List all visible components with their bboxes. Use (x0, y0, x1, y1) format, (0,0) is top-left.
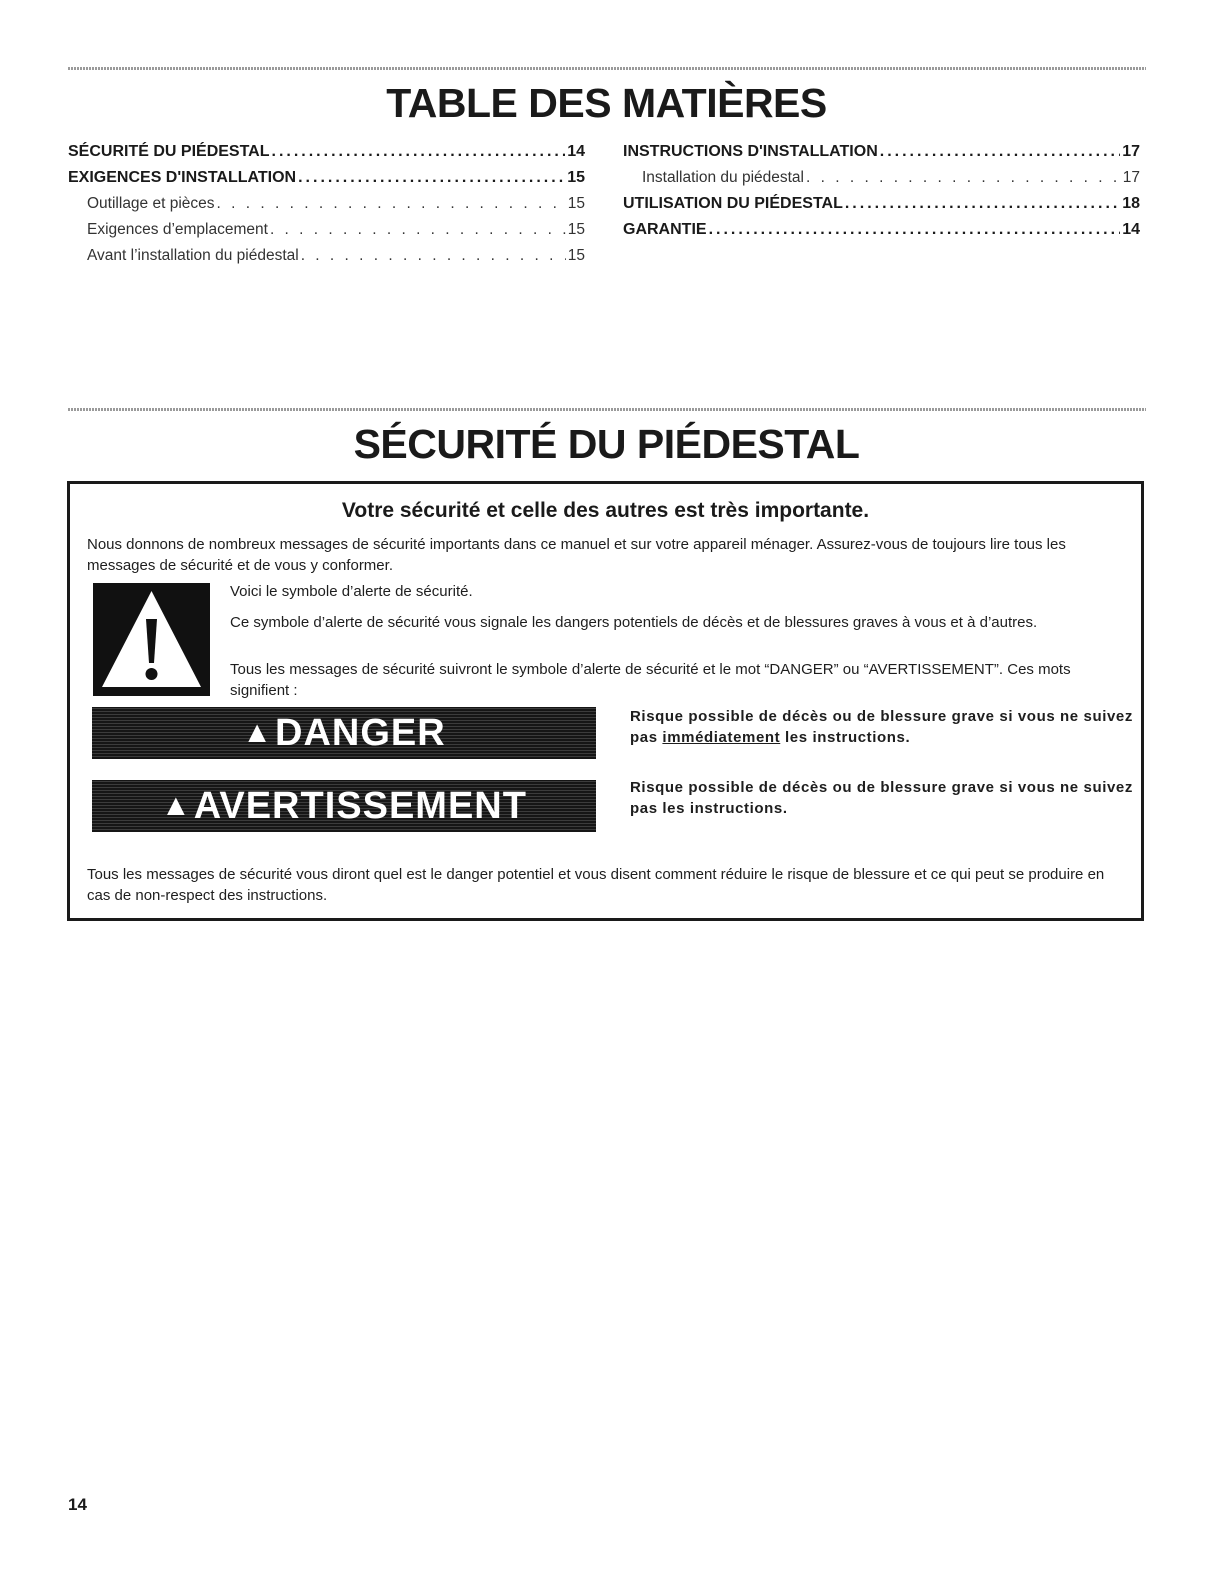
toc-title: TABLE DES MATIÈRES (386, 80, 827, 126)
toc-entry-label: INSTRUCTIONS D'INSTALLATION (623, 143, 878, 160)
safety-outro-text: Tous les messages de sécurité vous diront quel est le danger potentiel et vous disent comment réduire le risque de blessure et ce qui peut se produire en cas de non-respect des instructions. (87, 866, 1105, 904)
safety-section-title: SÉCURITÉ DU PIÉDESTAL (353, 421, 860, 467)
toc-entry-label: EXIGENCES D'INSTALLATION (68, 169, 297, 186)
toc-subentry[interactable] (68, 243, 585, 269)
toc-subentry[interactable] (68, 191, 585, 217)
safety-heading: Votre sécurité et celle des autres est très importante. (341, 499, 870, 522)
small-warning-triangle-icon: ▲ (242, 716, 273, 749)
toc-entry-page: 15 (567, 169, 585, 186)
toc-entry-page: 14 (567, 143, 585, 160)
toc-entry[interactable] (68, 165, 585, 191)
page-number: 14 (68, 1495, 87, 1514)
toc-entry[interactable] (623, 191, 1140, 217)
toc-entry-page: 14 (1122, 221, 1140, 238)
alert-symbol-description: Ce symbole d’alerte de sécurité vous signale les dangers potentiels de décès et de blessures graves à vous et à d’autres. (230, 614, 1038, 631)
toc-entry-page: 17 (1122, 143, 1140, 160)
toc-entry-label: Installation du piédestal (642, 169, 805, 186)
safety-intro-text: Nous donnons de nombreux messages de sécurité importants dans ce manuel et sur votre appareil ménager. Assurez-vous de toujours lire tous les messages de sécurité et de vous y conformer. (87, 536, 1066, 574)
section-divider (68, 408, 1146, 411)
toc-entry-page: 15 (567, 221, 585, 238)
toc-entry-label: UTILISATION DU PIÉDESTAL (623, 195, 843, 212)
toc-entry[interactable] (623, 217, 1140, 243)
warning-risk-text: Risque possible de décès ou de blessure grave si vous ne suivez pas les instructions. (630, 779, 1133, 817)
danger-signal-banner (92, 707, 596, 759)
toc-entry-page: 15 (567, 247, 585, 264)
toc-right-column (623, 139, 1140, 243)
danger-label: DANGER (275, 711, 446, 754)
danger-risk-text: Risque possible de décès ou de blessure grave si vous ne suivez pas immédiatement les instructions. (630, 708, 1133, 746)
toc-entry-label: GARANTIE (623, 221, 707, 238)
small-warning-triangle-icon: ▲ (161, 789, 192, 822)
safety-box (67, 481, 1144, 921)
toc-entry-label: Exigences d’emplacement (87, 221, 268, 238)
signal-words-description: Tous les messages de sécurité suivront le symbole d’alerte de sécurité et le mot “DANGER” ou “AVERTISSEMENT”. Ces mots signifient : (230, 661, 1071, 699)
toc-entry-label: SÉCURITÉ DU PIÉDESTAL (68, 143, 270, 160)
emphasis-immediately: immédiatement (662, 729, 781, 746)
warning-triangle-exclamation-icon (93, 583, 210, 696)
alert-symbol-line: Voici le symbole d’alerte de sécurité. (230, 583, 473, 600)
toc-entry-page: 17 (1122, 169, 1140, 186)
warning-signal-banner (92, 780, 596, 832)
toc-entry-label: Outillage et pièces (87, 195, 215, 212)
toc-entry-label: Avant l’installation du piédestal (87, 247, 299, 264)
toc-entry-page: 18 (1122, 195, 1140, 212)
toc-entry[interactable] (623, 139, 1140, 165)
toc-subentry[interactable] (623, 165, 1140, 191)
toc-entry[interactable] (68, 139, 585, 165)
toc-left-column (68, 139, 585, 269)
toc-entry-page: 15 (567, 195, 585, 212)
toc-subentry[interactable] (68, 217, 585, 243)
warning-label: AVERTISSEMENT (193, 784, 527, 827)
top-divider (68, 67, 1146, 70)
